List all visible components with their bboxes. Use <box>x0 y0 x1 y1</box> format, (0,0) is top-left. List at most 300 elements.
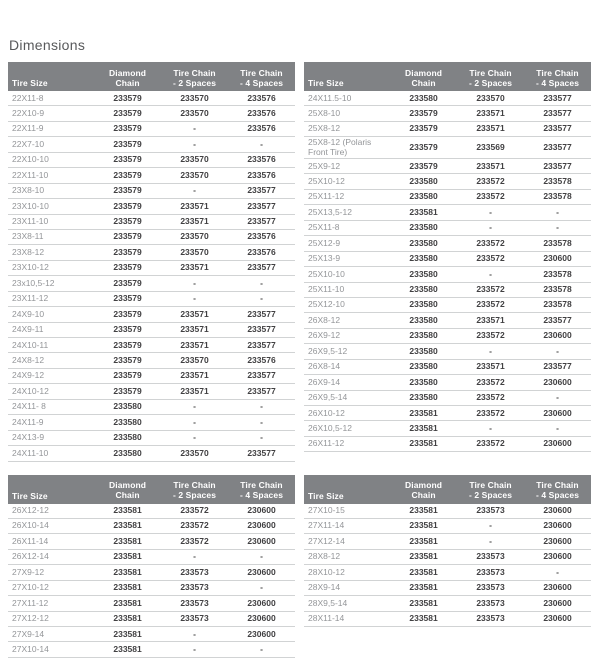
part-number-cell: 233581 <box>390 406 457 421</box>
tire-size-cell: 25X10-12 <box>304 174 390 189</box>
part-number-cell: 233581 <box>390 504 457 519</box>
part-number-cell: 233573 <box>161 565 228 580</box>
table-row <box>8 121 295 136</box>
table-row <box>8 260 295 275</box>
tire-size-cell: 23X11-12 <box>8 291 94 306</box>
tire-size-cell: 26X10-14 <box>8 518 94 533</box>
part-number-cell: 233573 <box>161 596 228 611</box>
table-row <box>8 152 295 167</box>
table-row <box>304 220 591 235</box>
dimensions-table-bottom-right <box>304 475 591 628</box>
tire-size-cell: 24X11- 8 <box>8 399 94 414</box>
part-number-cell: 233578 <box>524 297 591 312</box>
table-row <box>304 596 591 611</box>
part-number-cell: 233571 <box>161 368 228 383</box>
part-number-cell: 233572 <box>457 297 524 312</box>
tire-size-cell: 27X10-14 <box>8 642 94 657</box>
tire-size-cell: 24X9-10 <box>8 307 94 322</box>
tire-size-cell: 22X10-10 <box>8 152 94 167</box>
part-number-cell: 233570 <box>161 229 228 244</box>
part-number-cell: 233579 <box>94 291 161 306</box>
part-number-cell: - <box>228 137 295 152</box>
part-number-cell: 233570 <box>161 353 228 368</box>
column-header-line: Chain <box>411 490 436 501</box>
part-number-cell: 233576 <box>228 229 295 244</box>
part-number-cell: 233580 <box>390 91 457 106</box>
part-number-cell: - <box>524 220 591 235</box>
dimensions-table-top-right <box>304 62 591 452</box>
table-row <box>304 236 591 251</box>
table-row <box>8 338 295 353</box>
part-number-cell: 233580 <box>390 189 457 204</box>
part-number-cell: - <box>228 580 295 595</box>
dimensions-table-top-left <box>8 62 295 462</box>
part-number-cell: 230600 <box>524 534 591 549</box>
part-number-cell: 233573 <box>457 596 524 611</box>
table-row <box>8 446 295 461</box>
table-row <box>304 518 591 533</box>
part-number-cell: - <box>457 267 524 282</box>
dimensions-table-bottom-left <box>8 475 295 658</box>
part-number-cell: 233573 <box>457 549 524 564</box>
table-row <box>8 518 295 533</box>
part-number-cell: 233578 <box>524 189 591 204</box>
part-number-cell: 233569 <box>457 137 524 159</box>
table-row <box>8 627 295 642</box>
part-number-cell: 233571 <box>161 214 228 229</box>
part-number-cell: 233580 <box>390 267 457 282</box>
part-number-cell: 233576 <box>228 152 295 167</box>
table-row <box>8 322 295 337</box>
table-header-row <box>304 475 591 504</box>
table-row <box>8 504 295 519</box>
column-header-line: - 2 Spaces <box>172 490 217 501</box>
tire-size-cell: 24X8-12 <box>8 353 94 368</box>
column-header-tire-chain-4-spaces <box>228 475 295 504</box>
part-number-cell: 233576 <box>228 168 295 183</box>
part-number-cell: 233581 <box>94 518 161 533</box>
column-header-tire-chain-2-spaces <box>457 475 524 504</box>
table-row <box>304 504 591 519</box>
tire-size-cell: 26X12-14 <box>8 549 94 564</box>
column-header-line: Tire Chain <box>240 480 283 491</box>
part-number-cell: 233579 <box>94 152 161 167</box>
part-number-cell: - <box>524 421 591 436</box>
part-number-cell: - <box>524 205 591 220</box>
part-number-cell: 233581 <box>94 596 161 611</box>
tire-size-cell: 25X11-12 <box>304 189 390 204</box>
table-row <box>304 534 591 549</box>
part-number-cell: 230600 <box>524 375 591 390</box>
column-header-tire-chain-2-spaces <box>161 62 228 91</box>
table-row <box>304 267 591 282</box>
part-number-cell: 233580 <box>390 251 457 266</box>
tire-size-cell: 23x10,5-12 <box>8 276 94 291</box>
part-number-cell: - <box>228 642 295 657</box>
table-row <box>8 642 295 657</box>
part-number-cell: 233577 <box>524 159 591 174</box>
part-number-cell: 233579 <box>390 106 457 121</box>
part-number-cell: 233576 <box>228 106 295 121</box>
part-number-cell: 233579 <box>390 137 457 159</box>
tire-size-cell: 24X10-11 <box>8 338 94 353</box>
part-number-cell: 233571 <box>457 121 524 136</box>
part-number-cell: 233572 <box>161 504 228 519</box>
part-number-cell: 233573 <box>457 611 524 626</box>
part-number-cell: - <box>161 291 228 306</box>
part-number-cell: 233572 <box>457 236 524 251</box>
part-number-cell: 233580 <box>390 344 457 359</box>
tire-size-cell: 26X9-12 <box>304 328 390 343</box>
column-header-tire-chain-4-spaces <box>228 62 295 91</box>
part-number-cell: 233577 <box>228 199 295 214</box>
part-number-cell: - <box>161 642 228 657</box>
table-row <box>304 390 591 405</box>
part-number-cell: 233570 <box>161 152 228 167</box>
table-row <box>304 375 591 390</box>
column-header-line: - 2 Spaces <box>172 77 217 88</box>
tire-size-cell: 24X13-9 <box>8 430 94 445</box>
part-number-cell: - <box>161 137 228 152</box>
part-number-cell: 233577 <box>524 137 591 159</box>
part-number-cell: - <box>161 549 228 564</box>
part-number-cell: 233572 <box>457 282 524 297</box>
tire-size-cell: 25X11-8 <box>304 220 390 235</box>
part-number-cell: 233571 <box>161 307 228 322</box>
column-header-diamond-chain <box>94 62 161 91</box>
column-header-tire-size: Tire Size <box>304 62 390 91</box>
part-number-cell: 233572 <box>457 375 524 390</box>
part-number-cell: - <box>228 415 295 430</box>
table-row <box>304 421 591 436</box>
column-header-tire-size: Tire Size <box>8 62 94 91</box>
table-row <box>8 611 295 626</box>
column-header-line: - 4 Spaces <box>535 77 580 88</box>
table-row <box>304 580 591 595</box>
column-header-tire-size: Tire Size <box>304 475 390 504</box>
part-number-cell: 230600 <box>228 611 295 626</box>
part-number-cell: 233572 <box>161 534 228 549</box>
tire-size-cell: 22X11-9 <box>8 121 94 136</box>
column-header-tire-chain-4-spaces <box>524 62 591 91</box>
tire-size-cell: 28X10-12 <box>304 565 390 580</box>
part-number-cell: - <box>524 565 591 580</box>
part-number-cell: 233577 <box>524 91 591 106</box>
table-row <box>304 282 591 297</box>
tire-size-cell: 24X11-10 <box>8 446 94 461</box>
part-number-cell: 233580 <box>390 220 457 235</box>
part-number-cell: 233570 <box>161 91 228 106</box>
part-number-cell: 233581 <box>390 596 457 611</box>
part-number-cell: 233581 <box>94 611 161 626</box>
part-number-cell: 233580 <box>390 313 457 328</box>
column-header-line: Tire Chain <box>173 67 216 78</box>
tire-size-cell: 24X9-11 <box>8 322 94 337</box>
part-number-cell: 233581 <box>94 627 161 642</box>
part-number-cell: - <box>457 344 524 359</box>
table-row <box>8 106 295 121</box>
part-number-cell: 233579 <box>94 183 161 198</box>
table-row <box>8 91 295 106</box>
tire-size-cell: 27X9-14 <box>8 627 94 642</box>
tire-size-cell: 25X10-10 <box>304 267 390 282</box>
part-number-cell: 230600 <box>228 518 295 533</box>
column-header-line: Tire Chain <box>536 67 579 78</box>
table-header-row <box>304 62 591 91</box>
part-number-cell: 233579 <box>94 307 161 322</box>
part-number-cell: 233571 <box>161 338 228 353</box>
part-number-cell: 233581 <box>390 205 457 220</box>
part-number-cell: 233581 <box>94 580 161 595</box>
part-number-cell: 233579 <box>94 106 161 121</box>
part-number-cell: 233576 <box>228 121 295 136</box>
part-number-cell: 233577 <box>524 313 591 328</box>
tire-size-cell: 25X13,5-12 <box>304 205 390 220</box>
column-header-line: Chain <box>115 490 140 501</box>
tire-size-cell: 24X11-9 <box>8 415 94 430</box>
part-number-cell: 233570 <box>161 446 228 461</box>
table-row <box>304 137 591 159</box>
part-number-cell: 233578 <box>524 174 591 189</box>
column-header-line: - 2 Spaces <box>468 77 513 88</box>
part-number-cell: 233579 <box>94 384 161 399</box>
table-row <box>304 106 591 121</box>
part-number-cell: 233571 <box>161 322 228 337</box>
part-number-cell: - <box>161 627 228 642</box>
part-number-cell: 230600 <box>228 565 295 580</box>
part-number-cell: 233572 <box>457 390 524 405</box>
part-number-cell: 233580 <box>94 399 161 414</box>
column-header-line: Chain <box>115 77 140 88</box>
part-number-cell: 233570 <box>161 106 228 121</box>
part-number-cell: 230600 <box>524 518 591 533</box>
part-number-cell: 233570 <box>457 91 524 106</box>
part-number-cell: - <box>524 344 591 359</box>
table-row <box>8 229 295 244</box>
part-number-cell: 233579 <box>94 276 161 291</box>
tire-size-cell: 27X12-12 <box>8 611 94 626</box>
part-number-cell: 233570 <box>161 168 228 183</box>
tire-size-cell: 22X10-9 <box>8 106 94 121</box>
part-number-cell: 233580 <box>390 297 457 312</box>
tire-size-cell: 23X11-10 <box>8 214 94 229</box>
column-header-tire-size: Tire Size <box>8 475 94 504</box>
part-number-cell: 233580 <box>390 174 457 189</box>
part-number-cell: 233577 <box>228 368 295 383</box>
part-number-cell: 233581 <box>390 580 457 595</box>
part-number-cell: 233581 <box>94 534 161 549</box>
part-number-cell: - <box>161 276 228 291</box>
part-number-cell: 230600 <box>524 436 591 451</box>
part-number-cell: - <box>457 220 524 235</box>
part-number-cell: 233572 <box>457 189 524 204</box>
column-header-line: - 2 Spaces <box>468 490 513 501</box>
part-number-cell: 230600 <box>228 504 295 519</box>
part-number-cell: 233581 <box>94 549 161 564</box>
part-number-cell: 233580 <box>390 282 457 297</box>
part-number-cell: 233576 <box>228 245 295 260</box>
table-row <box>8 276 295 291</box>
part-number-cell: - <box>161 430 228 445</box>
part-number-cell: 233573 <box>161 611 228 626</box>
part-number-cell: 233571 <box>161 199 228 214</box>
part-number-cell: 233578 <box>524 236 591 251</box>
tire-size-cell: 23X8-12 <box>8 245 94 260</box>
table-row <box>8 534 295 549</box>
table-row <box>304 174 591 189</box>
part-number-cell: - <box>457 518 524 533</box>
column-header-line: - 4 Spaces <box>535 490 580 501</box>
part-number-cell: - <box>228 399 295 414</box>
part-number-cell: 233579 <box>94 353 161 368</box>
part-number-cell: - <box>228 276 295 291</box>
part-number-cell: 233580 <box>390 328 457 343</box>
table-row <box>8 291 295 306</box>
table-row <box>304 328 591 343</box>
column-header-line: - 4 Spaces <box>239 490 284 501</box>
part-number-cell: 233577 <box>228 338 295 353</box>
table-header-row <box>8 475 295 504</box>
part-number-cell: 233577 <box>228 214 295 229</box>
tire-size-cell: 27X11-14 <box>304 518 390 533</box>
part-number-cell: 233581 <box>390 611 457 626</box>
part-number-cell: 233571 <box>161 384 228 399</box>
column-header-diamond-chain <box>390 475 457 504</box>
part-number-cell: 233581 <box>94 642 161 657</box>
tire-size-cell: 25X13-9 <box>304 251 390 266</box>
tire-size-cell: 26X8-12 <box>304 313 390 328</box>
part-number-cell: 233579 <box>94 199 161 214</box>
table-row <box>304 121 591 136</box>
part-number-cell: 230600 <box>228 596 295 611</box>
part-number-cell: 233580 <box>390 359 457 374</box>
part-number-cell: 233579 <box>94 260 161 275</box>
table-row <box>8 214 295 229</box>
table-row <box>304 251 591 266</box>
tire-size-cell: 27X12-14 <box>304 534 390 549</box>
column-header-line: Tire Chain <box>536 480 579 491</box>
table-row <box>304 159 591 174</box>
tire-size-cell: 28X9,5-14 <box>304 596 390 611</box>
part-number-cell: 233581 <box>94 504 161 519</box>
table-row <box>304 359 591 374</box>
table-row <box>304 406 591 421</box>
table-row <box>8 596 295 611</box>
tire-size-cell: 23X10-10 <box>8 199 94 214</box>
column-header-tire-chain-4-spaces <box>524 475 591 504</box>
table-row <box>8 384 295 399</box>
part-number-cell: - <box>524 390 591 405</box>
part-number-cell: 233580 <box>390 390 457 405</box>
table-row <box>304 189 591 204</box>
tire-size-cell: 28X9-14 <box>304 580 390 595</box>
part-number-cell: 233580 <box>390 236 457 251</box>
column-header-diamond-chain <box>94 475 161 504</box>
tire-size-cell: 25X12-9 <box>304 236 390 251</box>
part-number-cell: - <box>457 534 524 549</box>
tire-size-cell: 25X8-12 (Polaris Front Tire) <box>304 137 390 159</box>
part-number-cell: 233581 <box>94 565 161 580</box>
tire-size-cell: 24X9-12 <box>8 368 94 383</box>
tire-size-cell: 28X11-14 <box>304 611 390 626</box>
part-number-cell: 233573 <box>161 580 228 595</box>
tire-size-cell: 26X8-14 <box>304 359 390 374</box>
part-number-cell: 233579 <box>94 214 161 229</box>
column-header-tire-chain-2-spaces <box>457 62 524 91</box>
column-header-tire-chain-2-spaces <box>161 475 228 504</box>
table-row <box>8 137 295 152</box>
table-row <box>304 91 591 106</box>
part-number-cell: - <box>228 291 295 306</box>
part-number-cell: 233576 <box>228 353 295 368</box>
part-number-cell: 233580 <box>94 446 161 461</box>
part-number-cell: 233577 <box>524 359 591 374</box>
tire-size-cell: 25X9-12 <box>304 159 390 174</box>
part-number-cell: 233576 <box>228 91 295 106</box>
part-number-cell: 233573 <box>457 504 524 519</box>
table-row <box>304 205 591 220</box>
part-number-cell: 233570 <box>161 245 228 260</box>
part-number-cell: 230600 <box>524 328 591 343</box>
page-title: Dimensions <box>9 37 86 53</box>
part-number-cell: 233579 <box>94 338 161 353</box>
table-header-row <box>8 62 295 91</box>
table-row <box>8 199 295 214</box>
tire-size-cell: 25X11-10 <box>304 282 390 297</box>
table-row <box>8 430 295 445</box>
tire-size-cell: 26X9,5-14 <box>304 390 390 405</box>
tire-size-cell: 26X9,5-12 <box>304 344 390 359</box>
part-number-cell: 230600 <box>524 580 591 595</box>
part-number-cell: 233580 <box>390 375 457 390</box>
part-number-cell: 230600 <box>228 534 295 549</box>
column-header-line: Diamond <box>405 480 443 491</box>
part-number-cell: 233581 <box>390 518 457 533</box>
part-number-cell: 233579 <box>94 322 161 337</box>
part-number-cell: 230600 <box>524 406 591 421</box>
table-row <box>304 611 591 626</box>
table-row <box>8 353 295 368</box>
tire-size-cell: 25X8-12 <box>304 121 390 136</box>
tire-size-cell: 27X11-12 <box>8 596 94 611</box>
part-number-cell: 233579 <box>390 121 457 136</box>
part-number-cell: 233581 <box>390 534 457 549</box>
table-row <box>304 549 591 564</box>
part-number-cell: 233579 <box>94 368 161 383</box>
part-number-cell: 233581 <box>390 565 457 580</box>
tire-size-cell: 25X8-10 <box>304 106 390 121</box>
part-number-cell: - <box>457 205 524 220</box>
part-number-cell: 233579 <box>390 159 457 174</box>
part-number-cell: 233572 <box>161 518 228 533</box>
tire-size-cell: 25X12-10 <box>304 297 390 312</box>
part-number-cell: 233571 <box>457 159 524 174</box>
part-number-cell: 233581 <box>390 436 457 451</box>
table-row <box>304 436 591 451</box>
part-number-cell: 233577 <box>228 183 295 198</box>
column-header-line: Diamond <box>405 67 443 78</box>
part-number-cell: 233580 <box>94 415 161 430</box>
tire-size-cell: 22X11-10 <box>8 168 94 183</box>
part-number-cell: 233573 <box>457 580 524 595</box>
part-number-cell: 233577 <box>524 121 591 136</box>
part-number-cell: - <box>161 121 228 136</box>
tire-size-cell: 28X8-12 <box>304 549 390 564</box>
table-row <box>8 245 295 260</box>
tire-size-cell: 26X10-12 <box>304 406 390 421</box>
part-number-cell: 233577 <box>228 384 295 399</box>
table-row <box>8 168 295 183</box>
